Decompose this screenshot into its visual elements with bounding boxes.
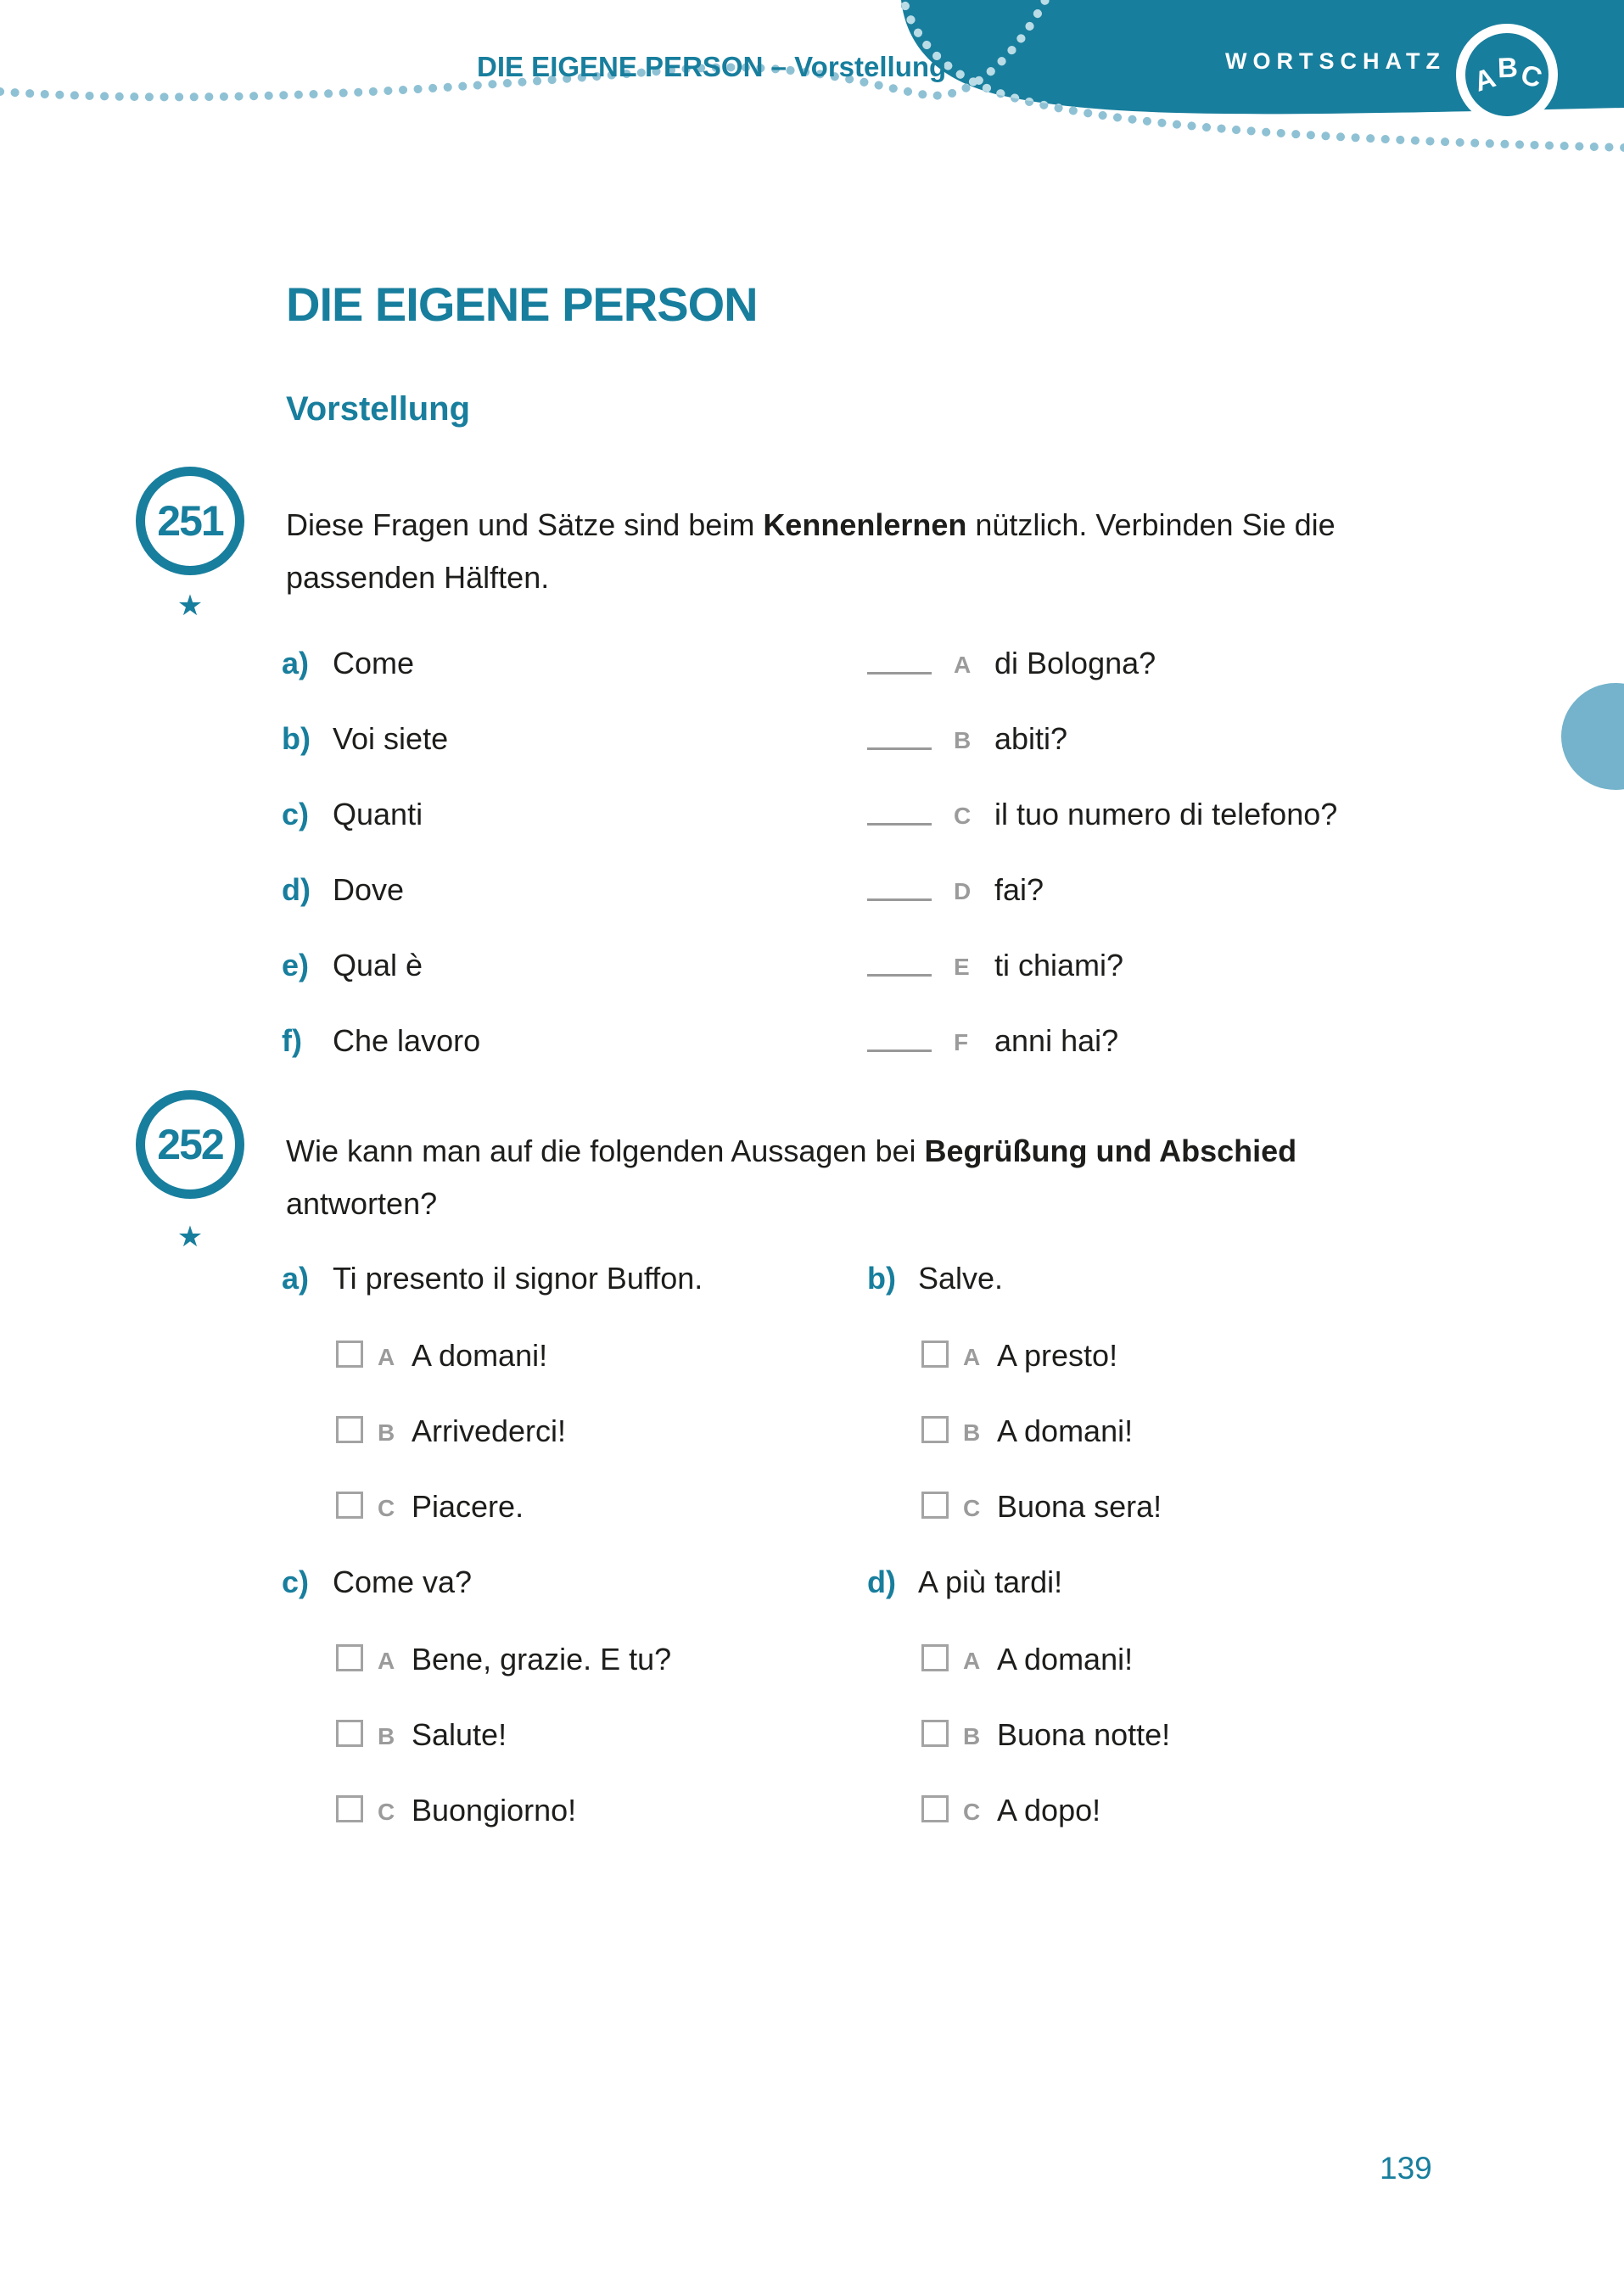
- exercise-252-difficulty-star: ★: [176, 1221, 204, 1253]
- option-row-cd-A: [0, 1642, 1624, 1679]
- checkbox[interactable]: [336, 1341, 363, 1368]
- option-letter: C: [963, 1799, 981, 1825]
- exercise-251-instruction: [286, 499, 1414, 604]
- checkbox[interactable]: [921, 1416, 949, 1443]
- option-letter: A: [378, 1344, 395, 1370]
- option-text: Salute!: [412, 1717, 507, 1752]
- exercise-251-difficulty-star: ★: [176, 590, 204, 622]
- match-row-e: [0, 948, 1624, 985]
- page-subtitle: Vorstellung: [286, 390, 471, 428]
- item-label: a): [282, 646, 310, 680]
- page-title: DIE EIGENE PERSON: [286, 277, 758, 331]
- option-letter: C: [378, 1799, 395, 1825]
- option-letter: A: [963, 1648, 981, 1674]
- item-label: f): [282, 1023, 302, 1058]
- instruction-text: Diese Fragen und Sätze sind beim: [286, 507, 764, 542]
- option-letter: B: [963, 1723, 981, 1749]
- option-row-ab-A: [0, 1338, 1624, 1375]
- item-right-text: ti chiami?: [994, 948, 1124, 982]
- match-row-d: [0, 872, 1624, 910]
- badge-letter-c: C: [1517, 58, 1546, 94]
- option-text: A presto!: [997, 1338, 1118, 1373]
- item-left-text: Quanti: [333, 797, 423, 831]
- answer-blank[interactable]: [867, 1023, 932, 1052]
- item-label: e): [282, 948, 310, 982]
- instruction-text: Wie kann man auf die folgenden Aussagen bei: [286, 1134, 925, 1168]
- checkbox[interactable]: [921, 1720, 949, 1747]
- option-text: Bene, grazie. E tu?: [412, 1642, 672, 1676]
- header-decoration: [0, 0, 1624, 271]
- match-row-a: [0, 646, 1624, 683]
- instruction-text: nützlich. Verbinden Sie die: [966, 507, 1336, 542]
- checkbox[interactable]: [921, 1492, 949, 1519]
- option-letter: A: [963, 1344, 981, 1370]
- answer-blank[interactable]: [867, 646, 932, 675]
- option-letter: A: [378, 1648, 395, 1674]
- option-letter: C: [963, 1495, 981, 1521]
- question-label: c): [282, 1565, 310, 1599]
- option-letter: E: [954, 954, 970, 980]
- option-letter: B: [378, 1419, 395, 1446]
- option-letter: B: [954, 727, 972, 753]
- instruction-bold-term: Kennenlernen: [763, 507, 967, 542]
- section-label: WORTSCHATZ: [1225, 48, 1446, 74]
- option-text: Buona sera!: [997, 1489, 1162, 1524]
- item-left-text: Voi siete: [333, 721, 449, 756]
- option-letter: B: [963, 1419, 981, 1446]
- option-text: Buongiorno!: [412, 1793, 577, 1828]
- item-right-text: anni hai?: [994, 1023, 1119, 1058]
- option-text: A domani!: [997, 1413, 1134, 1448]
- item-label: d): [282, 872, 311, 907]
- checkbox[interactable]: [921, 1341, 949, 1368]
- option-letter: F: [954, 1029, 969, 1055]
- checkbox[interactable]: [336, 1492, 363, 1519]
- option-letter: A: [954, 652, 972, 678]
- exercise-252-instruction: [286, 1125, 1414, 1230]
- match-row-c: [0, 797, 1624, 834]
- option-row-cd-C: [0, 1793, 1624, 1830]
- answer-blank[interactable]: [867, 797, 932, 826]
- question-label: b): [867, 1261, 896, 1296]
- answer-blank[interactable]: [867, 721, 932, 750]
- item-right-text: il tuo numero di telefono?: [994, 797, 1338, 831]
- checkbox[interactable]: [336, 1795, 363, 1822]
- running-title: DIE EIGENE PERSON – Vorstellung: [477, 51, 947, 82]
- option-row-cd-B: [0, 1717, 1624, 1755]
- option-text: Piacere.: [412, 1489, 524, 1524]
- item-label: b): [282, 721, 311, 756]
- question-prompt: Ti presento il signor Buffon.: [333, 1261, 703, 1296]
- prompt-row-ab: [0, 1261, 1624, 1298]
- badge-letter-a: A: [1470, 61, 1499, 98]
- item-left-text: Dove: [333, 872, 405, 907]
- question-prompt: A più tardi!: [918, 1565, 1063, 1599]
- checkbox[interactable]: [921, 1644, 949, 1671]
- checkbox[interactable]: [336, 1644, 363, 1671]
- match-row-b: [0, 721, 1624, 758]
- instruction-text: passenden Hälften.: [286, 560, 550, 595]
- question-label: a): [282, 1261, 310, 1296]
- item-left-text: Qual è: [333, 948, 423, 982]
- prompt-row-cd: [0, 1565, 1624, 1602]
- question-label: d): [867, 1565, 896, 1599]
- option-text: A dopo!: [997, 1793, 1101, 1828]
- item-label: c): [282, 797, 310, 831]
- option-text: Buona notte!: [997, 1717, 1171, 1752]
- option-letter: C: [954, 803, 972, 829]
- item-right-text: fai?: [994, 872, 1044, 907]
- checkbox[interactable]: [336, 1416, 363, 1443]
- option-letter: D: [954, 878, 972, 904]
- exercise-252-number-badge: 252: [136, 1090, 244, 1199]
- option-row-ab-B: [0, 1413, 1624, 1451]
- option-row-ab-C: [0, 1489, 1624, 1526]
- question-prompt: Come va?: [333, 1565, 473, 1599]
- item-right-text: abiti?: [994, 721, 1068, 756]
- page-number: 139: [1380, 2151, 1432, 2186]
- option-text: Arrivederci!: [412, 1413, 567, 1448]
- item-left-text: Che lavoro: [333, 1023, 481, 1058]
- option-letter: B: [378, 1723, 395, 1749]
- option-text: A domani!: [412, 1338, 548, 1373]
- option-letter: C: [378, 1495, 395, 1521]
- answer-blank[interactable]: [867, 872, 932, 901]
- question-prompt: Salve.: [918, 1261, 1004, 1296]
- option-text: A domani!: [997, 1642, 1134, 1676]
- checkbox[interactable]: [336, 1720, 363, 1747]
- item-left-text: Come: [333, 646, 415, 680]
- exercise-251-number-badge: 251: [136, 467, 244, 575]
- instruction-text: antworten?: [286, 1186, 438, 1221]
- badge-letter-b: B: [1497, 51, 1519, 84]
- checkbox[interactable]: [921, 1795, 949, 1822]
- match-row-f: [0, 1023, 1624, 1061]
- item-right-text: di Bologna?: [994, 646, 1156, 680]
- instruction-bold-term: Begrüßung und Abschied: [924, 1134, 1297, 1168]
- answer-blank[interactable]: [867, 948, 932, 977]
- abc-icon: [1456, 24, 1558, 126]
